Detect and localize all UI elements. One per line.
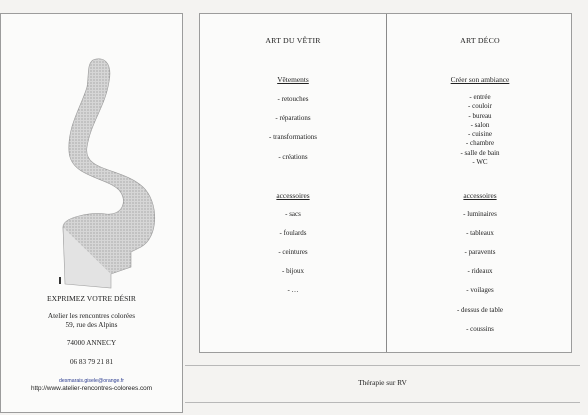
- list-item: - sacs: [285, 210, 301, 218]
- list-item: - ceintures: [278, 248, 308, 256]
- list-item: - coussins: [466, 325, 494, 333]
- city: 74000 ANNECY: [66, 339, 117, 347]
- list-item: - dessus de table: [456, 306, 504, 314]
- divider: [185, 402, 580, 403]
- list-item: - voilages: [466, 286, 494, 294]
- website-link[interactable]: http://www.atelier-rencontres-colorees.com: [30, 385, 153, 392]
- sculpture-illustration: [51, 52, 161, 292]
- list-item: - créations: [278, 153, 308, 161]
- section-heading: accessoires: [463, 191, 497, 200]
- list-item: - luminaires: [463, 210, 497, 218]
- section-heading: Créer son ambiance: [450, 75, 510, 84]
- list-item: - retouches: [277, 95, 309, 103]
- list-item: - bureau: [468, 111, 492, 120]
- services-frame: [199, 13, 572, 353]
- list-item: - …: [287, 286, 299, 294]
- list-item: - salon: [470, 120, 490, 129]
- list-item: - tableaux: [466, 229, 494, 237]
- list-item: - WC: [472, 158, 488, 167]
- street-address: 59, rue des Alpins: [65, 321, 118, 329]
- section-heading: Vêtements: [277, 75, 309, 84]
- list-item: - rideaux: [467, 267, 493, 275]
- list-item: - transformations: [268, 133, 317, 141]
- room-list: [387, 93, 573, 167]
- list-item: - paravents: [464, 248, 496, 256]
- list-item: - cuisine: [468, 130, 492, 139]
- therapy-note: Thérapie sur RV: [358, 378, 407, 387]
- divider: [185, 365, 580, 366]
- section-heading: accessoires: [276, 191, 310, 200]
- phone-number: 06 83 79 21 81: [69, 358, 114, 366]
- list-item: - entrée: [469, 93, 491, 101]
- list-item: - foulards: [279, 229, 307, 237]
- list-item: - chambre: [465, 139, 495, 148]
- business-name: Atelier les rencontres colorées: [47, 312, 136, 320]
- email-link[interactable]: desmarais.gisele@orange.fr: [59, 378, 124, 384]
- slogan: EXPRIMEZ VOTRE DÉSIR: [47, 294, 136, 303]
- contact-panel: [0, 13, 183, 413]
- column-art-deco: [387, 14, 573, 352]
- list-item: - couloir: [468, 102, 492, 111]
- column-title: ART DÉCO: [460, 36, 500, 45]
- list-item: - salle de bain: [460, 148, 500, 157]
- list-item: - réparations: [275, 114, 311, 122]
- column-title: ART DU VÊTIR: [265, 36, 321, 45]
- column-art-du-vetir: [200, 14, 386, 352]
- list-item: - bijoux: [282, 267, 304, 275]
